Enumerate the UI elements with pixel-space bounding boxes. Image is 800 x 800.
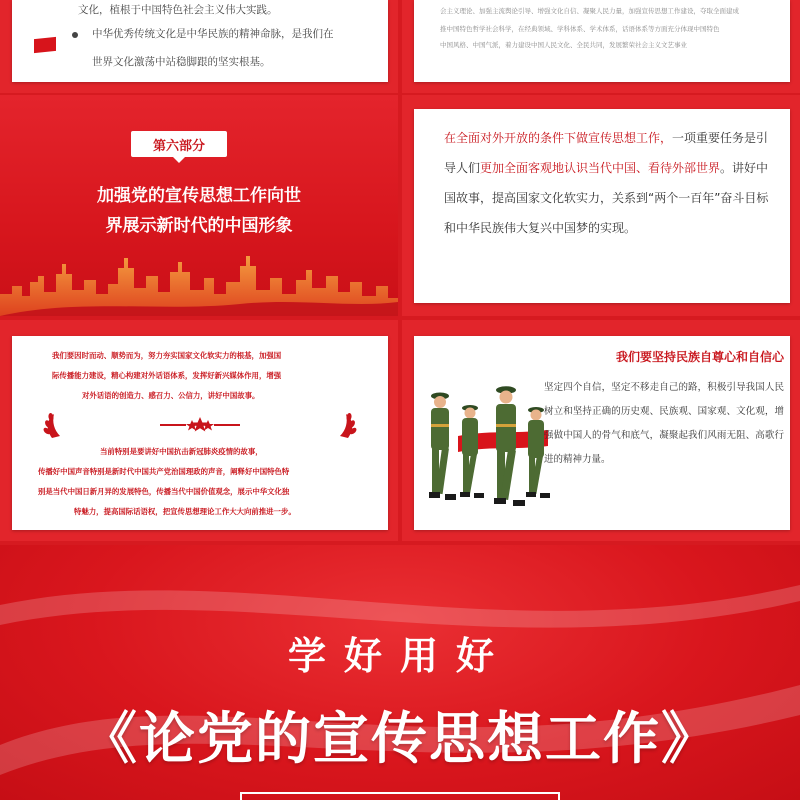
body-text: 。讲好中国故事，提高国家文化软实力，关系到“两个一百年”奋斗目标和中华民族伟大复兴中国梦的实现。: [444, 161, 769, 235]
section-title-line: 界展示新时代的中国形象: [105, 216, 293, 236]
slide-text-line: 我们要因时而动、顺势而为，努力夯实国家文化软实力的根基，加强国: [52, 351, 282, 360]
highlight-text: 在全面对外开放的条件下做宣传思想工作，: [444, 131, 673, 145]
section-title-line: 加强党的宣传思想工作向世: [97, 186, 301, 206]
slide-text-line: 中国风格、中国气派，着力建设中国人民文化、全民共同，发展繁荣社会主义文艺事业: [440, 41, 687, 49]
slide-text-line: 当前特别是要讲好中国抗击新冠肺炎疫情的故事，: [100, 447, 263, 456]
slide-paragraph: [444, 123, 774, 243]
slide-paragraph: 坚定四个自信，坚定不移走自己的路，积极引导我国人民树立和坚持正确的历史观、民族观、国家观、文化观，增强做中国人的骨气和底气，凝聚起我们风雨无阻、高歌行进的精神力量。: [544, 382, 784, 465]
slide-title: 我们要坚持民族自尊心和自信心: [615, 350, 784, 364]
slide-thumbnail-national-pride[interactable]: [402, 320, 800, 541]
slide-text-line: 会主义理论、加强主流舆论引导、增强文化自信、凝聚人民力量，加强宣传思想工作建设，夺取全面建成: [440, 7, 739, 15]
slide-thumbnail-opening-up[interactable]: [402, 95, 800, 316]
slide-card: [414, 0, 790, 82]
slide-thumbnail-theory[interactable]: [402, 0, 800, 93]
slide-text-line: 推中国特色哲学社会科学，在经典领域、学科体系、学术体系，话语体系等方面充分体现中国特色: [440, 25, 720, 33]
section-badge: 第六部分: [131, 131, 227, 157]
slide-card: [414, 336, 790, 530]
slide-text-line: 传播好中国声音特别是新时代中国共产党治国理政的声音，阐释好中国特色特: [38, 467, 290, 476]
banner-title: 《论党的宣传思想工作》: [81, 707, 719, 772]
slide-thumbnail-section-six[interactable]: [0, 95, 398, 316]
slide-card: [12, 336, 388, 530]
slide-text-line: 对外话语的创造力、感召力、公信力，讲好中国故事。: [82, 391, 260, 400]
bullet-dot-icon: [72, 32, 78, 38]
slide-card: [12, 0, 388, 82]
wheat-star-ornament-icon: [42, 410, 358, 440]
red-flag-icon: [34, 37, 56, 53]
banner-bottom-frame: [240, 792, 560, 800]
banner-subtitle: 学好用好: [287, 634, 512, 678]
city-skyline-icon: [0, 246, 398, 316]
slide-text-line: 世界文化激荡中站稳脚跟的坚实根基。: [92, 56, 271, 68]
slide-thumbnail-china-story[interactable]: [0, 320, 398, 541]
slide-text-line: 际传播能力建设，精心构建对外话语体系，发挥好新兴媒体作用，增强: [52, 371, 282, 380]
slide-text-line: 别是当代中国日新月异的发展特色，传播当代中国价值观念，展示中华文化独: [38, 487, 290, 496]
slide-card: [414, 109, 790, 303]
body-text: 一项重要任务是引导人们: [444, 131, 769, 175]
slide-thumbnail-culture[interactable]: [0, 0, 398, 93]
slide-text-line: 特魅力，提高国际话语权，把宣传思想理论工作大大向前推进一步。: [74, 507, 296, 516]
highlight-text: 更加全面客观地认识当代中国、看待外部世界: [480, 161, 721, 175]
honor-guard-soldiers-icon: [418, 380, 552, 524]
slide-text-line: 中华优秀传统文化是中华民族的精神命脉，是我们在: [92, 28, 334, 40]
slide-text-line: 文化，植根于中国特色社会主义伟大实践。: [78, 4, 278, 16]
title-banner: [0, 545, 800, 800]
